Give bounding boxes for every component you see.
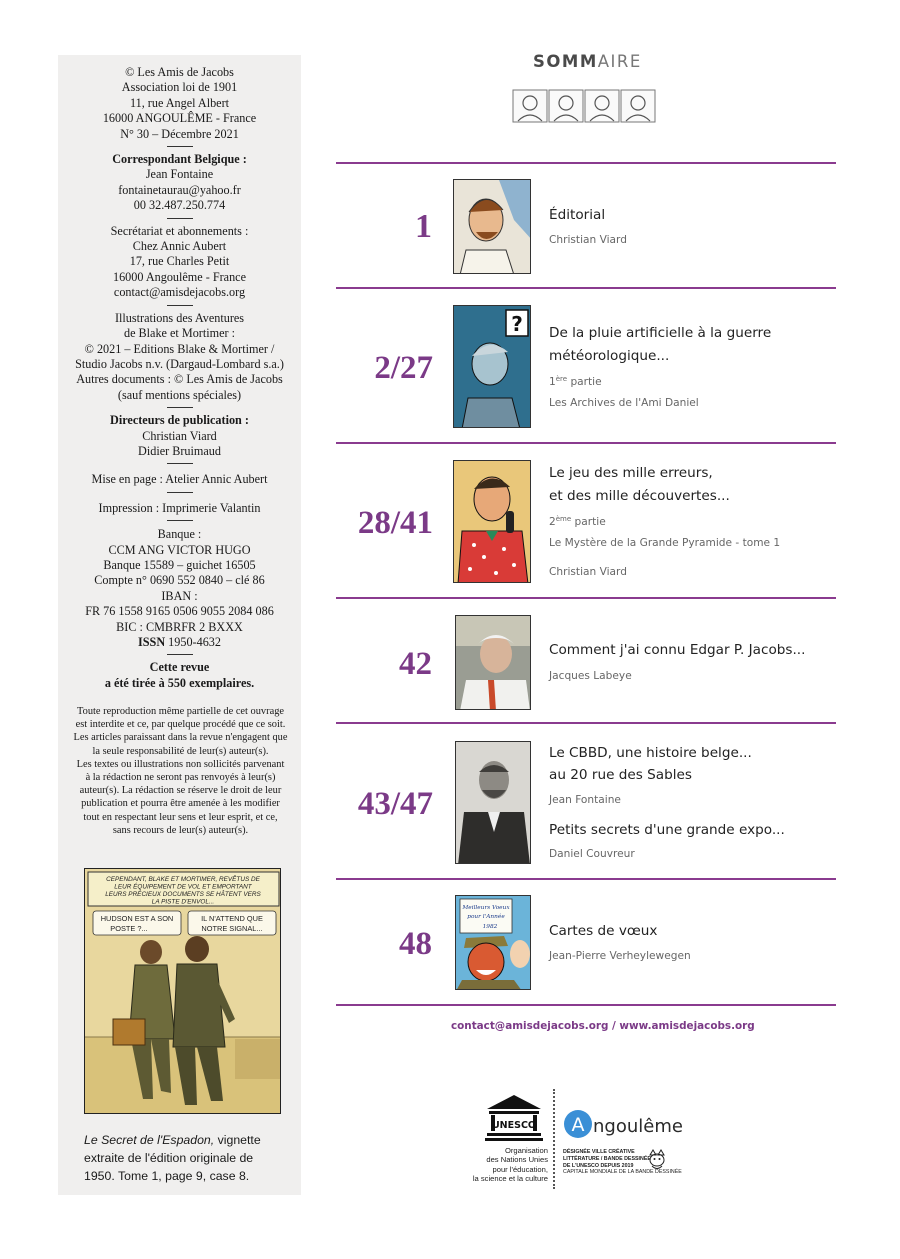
speech-bubble-left-line: POSTE ?...: [110, 924, 148, 933]
separator: [167, 492, 193, 493]
jeu-thumbnail: [453, 460, 531, 583]
part-suffix: ère: [555, 375, 568, 383]
page-number: 42: [399, 646, 432, 682]
divider: [336, 442, 836, 444]
entry-title[interactable]: météorologique...: [549, 348, 670, 364]
separator: [167, 146, 193, 147]
divider: [336, 597, 836, 599]
cat-mascot-icon: [646, 1149, 668, 1171]
divider: [336, 1004, 836, 1006]
tirage-line: a été tirée à 550 exemplaires.: [104, 675, 255, 690]
separator: [167, 520, 193, 521]
directeur-name: Christian Viard: [142, 428, 217, 443]
correspondant-email[interactable]: fontainetaurau@yahoo.fr: [118, 182, 241, 197]
secretariat-line: 17, rue Charles Petit: [129, 254, 230, 269]
publisher-line: 16000 ANGOULÊME - France: [102, 111, 257, 126]
separator: [167, 218, 193, 219]
character-icons: [512, 89, 658, 123]
legal-line: à la rédaction ne seront pas renvoyés à leur(s): [85, 772, 276, 784]
caption-title: Le Secret de l'Espadon,: [84, 1133, 215, 1147]
banque-line: Banque 15589 – guichet 16505: [103, 557, 256, 572]
imprint-column: [58, 55, 301, 1195]
part-number: 2: [549, 516, 556, 528]
comic-panel: [84, 868, 281, 1114]
character-icon: [585, 90, 619, 122]
entry-title[interactable]: Le jeu des mille erreurs,: [549, 465, 713, 481]
labeye-photo: [455, 615, 531, 710]
unesco-wordmark: UNESCO: [491, 1120, 537, 1131]
tirage-line: Cette revue: [149, 660, 210, 675]
separator: [167, 463, 193, 464]
legal-line: la seule responsabilité de leur(s) auteur(s).: [92, 745, 269, 757]
card-text-line: 1982: [482, 924, 498, 930]
banque-line: IBAN :: [161, 588, 198, 603]
unesco-caption: [458, 1146, 548, 1184]
entry-author: Daniel Couvreur: [549, 848, 635, 860]
entry-part: [549, 375, 602, 388]
separator: [167, 654, 193, 655]
publisher-line: Association loi de 1901: [121, 80, 238, 95]
directeur-name: Didier Bruimaud: [138, 443, 221, 458]
legal-line: sans recours de leur(s) auteur(s).: [112, 824, 249, 836]
mise-en-page: Mise en page : Atelier Annic Aubert: [91, 472, 268, 487]
page-number: 43/47: [357, 786, 433, 822]
legal-line: Les articles paraissant dans la revue n'engagent que: [73, 732, 288, 744]
entry-author: Jean-Pierre Verheylewegen: [549, 950, 691, 962]
illustrations-line: Autres documents : © Les Amis de Jacobs: [76, 372, 283, 387]
illustrations-line: (sauf mentions spéciales): [117, 387, 242, 402]
contact-links[interactable]: contact@amisdejacobs.org / www.amisdejacobs.org: [451, 1020, 755, 1032]
correspondant-name: Jean Fontaine: [145, 167, 214, 182]
banque-line: FR 76 1558 9165 0506 9055 2084 086: [85, 604, 274, 619]
page-number: 28/41: [357, 505, 433, 541]
entry-author: Christian Viard: [549, 566, 627, 578]
banque-line: CCM ANG VICTOR HUGO: [108, 542, 251, 557]
unesco-caption-line: la science et la culture: [472, 1174, 548, 1184]
legal-line: Toute reproduction même partielle de cet ouvrage: [77, 706, 284, 717]
part-word: partie: [571, 516, 606, 528]
banque-line: Compte n° 0690 552 0840 – clé 86: [94, 573, 265, 588]
banque-line: BIC : CMBRFR 2 BXXX: [116, 619, 243, 634]
angouleme-caption-line: LITTÉRATURE / BANDE DESSINÉE: [563, 1155, 651, 1162]
divider: [336, 162, 836, 164]
secretariat-email[interactable]: contact@amisdejacobs.org: [113, 285, 246, 300]
unesco-logo: [483, 1093, 545, 1143]
angouleme-wordmark: ngoulême: [593, 1116, 683, 1137]
publisher-line: 11, rue Angel Albert: [129, 95, 230, 110]
divider: [336, 287, 836, 289]
comic-caption: [84, 1131, 284, 1185]
divider: [336, 722, 836, 724]
part-word: partie: [567, 376, 602, 388]
angouleme-caption-line: CAPITALE MONDIALE DE LA BANDE DESSINÉE: [563, 1169, 682, 1176]
correspondant-phone: 00 32.487.250.774: [133, 198, 226, 213]
issue-line: N° 30 – Décembre 2021: [120, 126, 239, 141]
sommaire-title-light: AIRE: [597, 52, 642, 71]
sommaire-title-bold: SOMM: [533, 52, 598, 71]
page-number: 2/27: [374, 350, 433, 386]
entry-title[interactable]: Éditorial: [549, 207, 606, 223]
legal-line: publication et pourra être amenée à les modifier: [81, 798, 280, 810]
separator: [167, 407, 193, 408]
editorial-thumbnail: [453, 179, 531, 274]
entry-title-secondary[interactable]: Petits secrets d'une grande expo...: [549, 822, 785, 838]
directeurs-heading: Directeurs de publication :: [110, 413, 249, 428]
character-icon: [549, 90, 583, 122]
angouleme-logo-letter: A: [571, 1114, 585, 1136]
cbbd-photo: [455, 741, 531, 864]
caption-text: 1950. Tome 1, page 9, case 8.: [84, 1169, 250, 1183]
page-number: 1: [415, 208, 432, 245]
entry-title[interactable]: De la pluie artificielle à la guerre: [549, 325, 772, 341]
legal-line: Les textes ou illustrations non sollicités parvenant: [76, 758, 285, 770]
caption-text: extraite de l'édition originale de: [84, 1151, 254, 1165]
comic-caption-line: LA PISTE D'ENVOL...: [151, 898, 215, 906]
issn-label: ISSN: [138, 635, 166, 649]
legal-line: tout en respectant leur sens et leur esprit, et ce,: [83, 811, 278, 823]
svg-text:?: ?: [511, 312, 523, 336]
divider: [336, 878, 836, 880]
entry-title[interactable]: Cartes de vœux: [549, 923, 658, 939]
comic-panel-illustration: [85, 869, 281, 1114]
entry-title[interactable]: Le CBBD, une histoire belge...: [549, 745, 752, 761]
voeux-thumbnail: [455, 895, 531, 990]
sommaire-title: [533, 52, 642, 71]
entry-part: [549, 515, 606, 528]
entry-subtitle: Le Mystère de la Grande Pyramide - tome 1: [549, 537, 781, 549]
illustrations-line: Studio Jacobs n.v. (Dargaud-Lombard s.a.): [75, 356, 284, 371]
comic-caption-line: LEURS PRÉCIEUX DOCUMENTS SE HÂTENT VERS: [105, 891, 261, 898]
correspondant-heading: Correspondant Belgique :: [112, 152, 247, 167]
entry-title[interactable]: au 20 rue des Sables: [549, 767, 692, 783]
unesco-caption-line: Organisation: [504, 1146, 548, 1155]
part-number: 1: [549, 376, 556, 388]
banque-line: Banque :: [157, 527, 202, 542]
impression: Impression : Imprimerie Valantin: [98, 500, 261, 515]
comic-caption-line: CEPENDANT, BLAKE ET MORTIMER, REVÊTUS DE: [106, 876, 260, 883]
issn-value: 1950-4632: [165, 635, 221, 649]
entry-title[interactable]: et des mille découvertes...: [549, 488, 730, 504]
entry-author: Christian Viard: [549, 234, 627, 246]
angouleme-logo: [563, 1107, 683, 1143]
entry-author: Jacques Labeye: [549, 670, 632, 682]
legal-line: est interdite et ce, par quelque procédé que ce soit.: [75, 719, 286, 731]
legal-line: auteur(s). La rédaction se réserve le droit de leur: [79, 785, 282, 797]
illustrations-line: © 2021 – Editions Blake & Mortimer /: [84, 341, 275, 356]
logo-divider: [553, 1089, 555, 1189]
secretariat-line: 16000 Angoulême - France: [112, 269, 246, 284]
character-icon: [621, 90, 655, 122]
part-suffix: ème: [555, 515, 572, 523]
unesco-caption-line: pour l'éducation,: [492, 1164, 548, 1174]
illustrations-line: de Blake et Mortimer :: [123, 326, 235, 341]
character-icon: [513, 90, 547, 122]
publisher-line: © Les Amis de Jacobs: [125, 65, 234, 79]
caption-text: vignette: [214, 1133, 261, 1147]
secretariat-line: Secrétariat et abonnements :: [110, 223, 249, 238]
legal-notice: [68, 705, 293, 837]
entry-title[interactable]: Comment j'ai connu Edgar P. Jacobs...: [549, 642, 806, 658]
card-text-line: pour l'Année: [467, 914, 505, 920]
separator: [167, 305, 193, 306]
speech-bubble-left-line: HUDSON EST A SON: [100, 914, 174, 923]
secretariat-line: Chez Annic Aubert: [132, 239, 227, 254]
comic-caption-line: LEUR ÉQUIPEMENT DE VOL ET EMPORTANT: [114, 883, 252, 891]
pluie-thumbnail: [453, 305, 531, 428]
page-number: 48: [399, 926, 432, 962]
illustrations-line: Illustrations des Aventures: [114, 310, 245, 325]
angouleme-caption-line: DE L'UNESCO DEPUIS 2019: [563, 1162, 634, 1169]
publisher-block: [58, 65, 301, 691]
angouleme-caption-line: DÉSIGNÉE VILLE CRÉATIVE: [563, 1149, 635, 1155]
card-text-line: Meilleurs Voeux: [462, 905, 510, 911]
unesco-caption-line: des Nations Unies: [486, 1155, 548, 1165]
entry-author: Les Archives de l'Ami Daniel: [549, 397, 699, 409]
speech-bubble-right-line: IL N'ATTEND QUE: [201, 914, 263, 923]
speech-bubble-right-line: NOTRE SIGNAL...: [201, 924, 263, 933]
entry-author: Jean Fontaine: [549, 794, 621, 806]
